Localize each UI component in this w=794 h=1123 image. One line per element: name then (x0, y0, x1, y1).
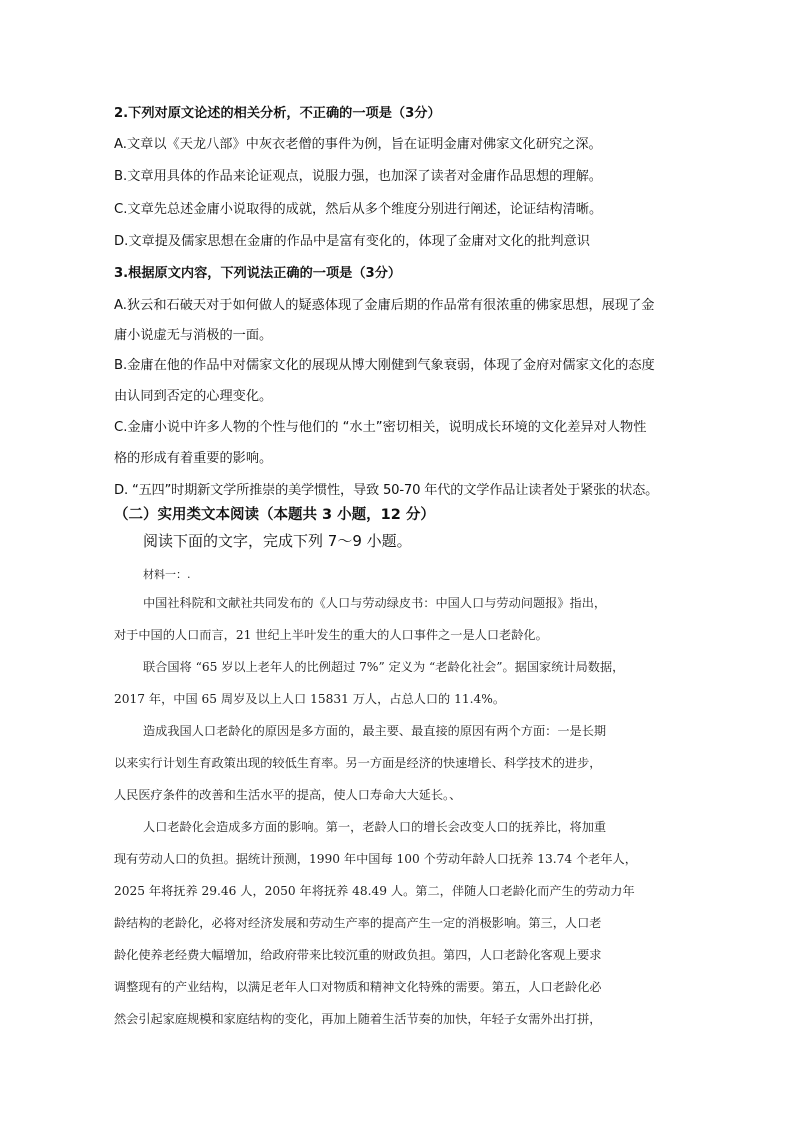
question-3-option-d: D. “五四”时期新文学所推崇的美学惯性，导致 50-70 年代的文学作品让读者处于紧张的状态。 (114, 483, 659, 498)
material-paragraph-line: 龄结构的老龄化，必将对经济发展和劳动生产率的提高产生一定的消极影响。第三，人口老 (114, 916, 602, 930)
material-paragraph-line: 联合国将 “65 岁以上老年人的比例超过 7%” 定义为 “老龄化社会”。据国家统计局数据， (143, 660, 625, 674)
question-2-option-c: C.文章先总述金庸小说取得的成就，然后从多个维度分别进行阐述，论证结构清晰。 (114, 202, 603, 217)
question-3-option-b-line-1: B.金庸在他的作品中对儒家文化的展现从博大刚健到气象衰弱，体现了金府对儒家文化的态度 (114, 358, 655, 373)
question-3-option-a-line-2: 庸小说虚无与消极的一面。 (114, 328, 273, 343)
material-paragraph-line: 2025 年将抚养 29.46 人，2050 年将抚养 48.49 人。第二，伴随人口老龄化而产生的劳动力年 (114, 884, 635, 898)
question-2-stem: 2.下列对原文论述的相关分析，不正确的一项是（3分） (114, 106, 441, 121)
question-3-option-c-line-1: C.金庸小说中许多人物的个性与他们的 “水土”密切相关，说明成长环境的文化差异对人物性 (114, 420, 647, 435)
question-2-option-a: A.文章以《天龙八部》中灰衣老僧的事件为例，旨在证明金庸对佛家文化研究之深。 (114, 137, 602, 152)
question-3-option-b-line-2: 由认同到否定的心理变化。 (114, 389, 273, 404)
material-paragraph-line: 人民医疗条件的改善和生活水平的提高，使人口寿命大大延长。、 (114, 788, 462, 802)
material-paragraph-line: 对于中国的人口而言，21 世纪上半叶发生的重大的人口事件之一是人口老龄化。 (114, 628, 548, 642)
material-paragraph-line: 然会引起家庭规模和家庭结构的变化，再加上随着生活节奏的加快，年轻子女需外出打拼， (114, 1012, 602, 1026)
material-paragraph-line: 人口老龄化会造成多方面的影响。第一，老龄人口的增长会改变人口的抚养比，将加重 (143, 820, 607, 834)
question-2-option-b: B.文章用具体的作品来论证观点，说服力强，也加深了读者对金庸作品思想的理解。 (114, 169, 602, 184)
section-instructions: 阅读下面的文字，完成下列 7～9 小题。 (143, 532, 412, 550)
material-paragraph-line: 2017 年，中国 65 周岁及以上人口 15831 万人，占总人口的 11.4%。 (114, 692, 506, 706)
question-3-option-a-line-1: A.狄云和石破天对于如何做人的疑惑体现了金庸后期的作品常有很浓重的佛家思想，展现了金 (114, 298, 655, 313)
material-label: 材料一：. (143, 568, 191, 581)
material-paragraph-line: 以来实行计划生育政策出现的较低生育率。另一方面是经济的快速增长、科学技术的进步， (114, 756, 602, 770)
material-paragraph-line: 调整现有的产业结构，以满足老年人口对物质和精神文化特殊的需要。第五，人口老龄化必 (114, 980, 602, 994)
question-3-stem: 3.根据原文内容，下列说法正确的一项是（3分） (114, 266, 402, 281)
material-paragraph-line: 中国社科院和文献社共同发布的《人口与劳动绿皮书：中国人口与劳动问题报》指出， (143, 596, 607, 610)
section-heading: （二）实用类文本阅读（本题共 3 小题，12 分） (114, 507, 435, 523)
material-paragraph-line: 龄化使养老经费大幅增加，给政府带来比较沉重的财政负担。第四，人口老龄化客观上要求 (114, 948, 602, 962)
question-3-option-c-line-2: 格的形成有着重要的影响。 (114, 451, 273, 466)
material-paragraph-line: 现有劳动人口的负担。据统计预测，1990 年中国每 100 个劳动年龄人口抚养 13.74 个老年人， (114, 852, 637, 866)
question-2-option-d: D.文章提及儒家思想在金庸的作品中是富有变化的，体现了金庸对文化的批判意识 (114, 234, 590, 249)
material-paragraph-line: 造成我国人口老龄化的原因是多方面的，最主要、最直接的原因有两个方面：一是长期 (143, 724, 607, 738)
